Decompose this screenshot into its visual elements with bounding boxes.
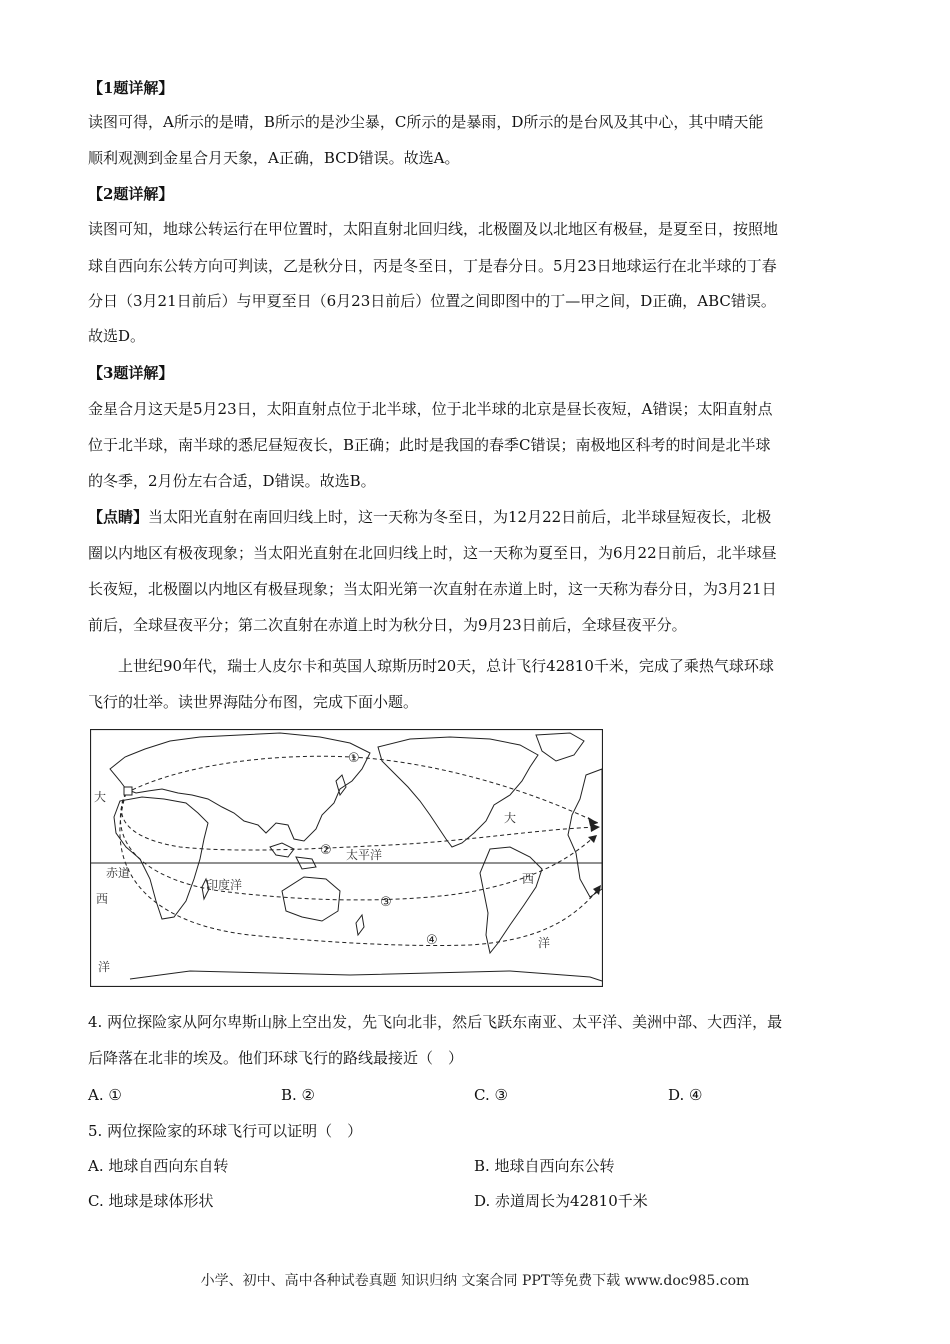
text-line: 故选D。 — [88, 327, 146, 345]
route-label-1: ① — [348, 751, 360, 766]
route-label-2: ② — [320, 843, 332, 858]
text-line: 的冬季，2月份左右合适，D错误。故选B。 — [88, 472, 376, 490]
route-label-3: ③ — [380, 895, 392, 910]
q5-option-c: C. 地球是球体形状 — [88, 1192, 214, 1210]
label-taipingyang: 太平洋 — [346, 848, 383, 862]
label-yang-left: 洋 — [98, 960, 111, 974]
q5-stem: 5. 两位探险家的环球飞行可以证明（ ） — [88, 1122, 363, 1140]
label-yang-right: 洋 — [538, 936, 551, 950]
world-map-figure — [90, 729, 603, 987]
text-line: 顺利观测到金星合月天象，A正确，BCD错误。故选A。 — [88, 149, 460, 167]
text-line: 圈以内地区有极夜现象；当太阳光直射在北回归线上时，这一天称为夏至日，为6月22日前后，北半球昼 — [88, 544, 777, 562]
text-line: 【3题详解】 — [88, 364, 174, 382]
text-line: 位于北半球，南半球的悉尼昼短夜长，B正确；此时是我国的春季C错误；南极地区科考的时间是北半球 — [88, 436, 771, 454]
q4-stem-line-2: 后降落在北非的埃及。他们环球飞行的路线最接近（ ） — [88, 1049, 464, 1067]
q5-option-b: B. 地球自西向东公转 — [474, 1157, 615, 1175]
text-line: 上世纪90年代，瑞士人皮尔卡和英国人琼斯历时20天，总计飞行42810千米，完成了乘热气球环球 — [88, 657, 774, 675]
q5-option-d: D. 赤道周长为42810千米 — [474, 1192, 648, 1210]
q4-option-b: B. ② — [281, 1086, 316, 1104]
text-line: 读图可知，地球公转运行在甲位置时，太阳直射北回归线，北极圈及以北地区有极昼，是夏至日，按照地 — [88, 220, 779, 238]
label-xi-left: 西 — [96, 892, 109, 906]
bold-prefix: 【点睛】 — [88, 508, 149, 526]
route-label-4: ④ — [426, 933, 438, 948]
q4-option-d: D. ④ — [668, 1086, 703, 1104]
q4-option-a: A. ① — [88, 1086, 122, 1104]
world-map-svg — [90, 729, 603, 987]
text-line: 【1题详解】 — [88, 79, 174, 97]
text-line: 【2题详解】 — [88, 185, 174, 203]
label-da-right: 大 — [504, 811, 517, 825]
text-line: 读图可得，A所示的是晴，B所示的是沙尘暴，C所示的是暴雨，D所示的是台风及其中心，其中晴天能 — [88, 113, 764, 131]
text-line: 长夜短，北极圈以内地区有极昼现象；当太阳光第一次直射在赤道上时，这一天称为春分日，为3月21日 — [88, 580, 777, 598]
text-line: 前后，全球昼夜平分；第二次直射在赤道上时为秋分日，为9月23日前后，全球昼夜平分。 — [88, 616, 687, 634]
label-yinduyang: 印度洋 — [206, 878, 243, 892]
label-chidao: 赤道 — [106, 866, 131, 880]
page-footer: 小学、初中、高中各种试卷真题 知识归纳 文案合同 PPT等免费下载 www.doc985.com — [200, 1273, 750, 1289]
q5-option-a: A. 地球自西向东自转 — [88, 1157, 229, 1175]
text-line: 【点睛】当太阳光直射在南回归线上时，这一天称为冬至日，为12月22日前后，北半球昼短夜长，北极 — [88, 508, 772, 526]
text-line: 分日（3月21日前后）与甲夏至日（6月23日前后）位置之间即图中的丁—甲之间，D正确，ABC错误。 — [88, 292, 776, 310]
start-point-marker — [124, 787, 132, 795]
text-line: 金星合月这天是5月23日，太阳直射点位于北半球，位于北半球的北京是昼长夜短，A错误；太阳直射点 — [88, 400, 773, 418]
q4-stem-line-1: 4. 两位探险家从阿尔卑斯山脉上空出发，先飞向北非，然后飞跃东南亚、太平洋、美洲中部、大西洋，最 — [88, 1013, 783, 1031]
text-line: 飞行的壮举。读世界海陆分布图，完成下面小题。 — [88, 693, 419, 711]
label-da-left: 大 — [94, 790, 107, 804]
label-xi-right: 西 — [522, 872, 535, 886]
q4-option-c: C. ③ — [474, 1086, 508, 1104]
text-line: 球自西向东公转方向可判读，乙是秋分日，丙是冬至日，丁是春分日。5月23日地球运行在北半球的丁春 — [88, 257, 777, 275]
